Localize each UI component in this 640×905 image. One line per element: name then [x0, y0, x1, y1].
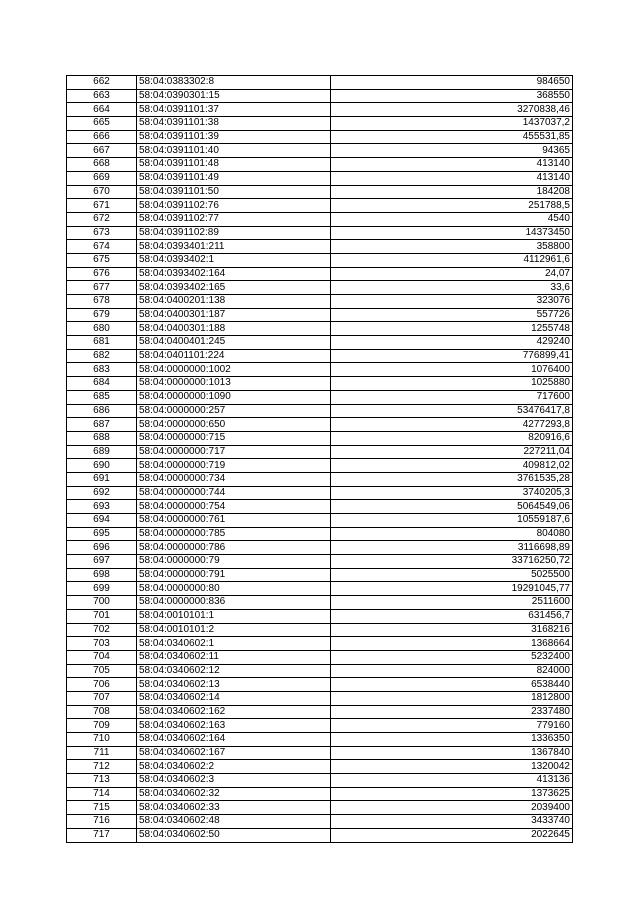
row-number-cell: 669 [67, 171, 137, 185]
cadastral-number-cell: 58:04:0393401:211 [137, 240, 331, 254]
cadastral-number-cell: 58:04:0393402:1 [137, 253, 331, 267]
value-cell: 4277293,8 [331, 418, 573, 432]
row-number-cell: 675 [67, 253, 137, 267]
cadastral-number-cell: 58:04:0010101:1 [137, 609, 331, 623]
table-row [67, 568, 573, 582]
table-row [67, 650, 573, 664]
table-body [67, 76, 573, 843]
cadastral-number-cell: 58:04:0390301:15 [137, 89, 331, 103]
row-number-cell: 716 [67, 815, 137, 829]
row-number-cell: 717 [67, 828, 137, 842]
row-number-cell: 668 [67, 158, 137, 172]
row-number-cell: 700 [67, 596, 137, 610]
value-cell: 94365 [331, 144, 573, 158]
cadastral-number-cell: 58:04:0000000:719 [137, 459, 331, 473]
value-cell: 1336350 [331, 733, 573, 747]
table-row [67, 117, 573, 131]
cadastral-number-cell: 58:04:0400201:138 [137, 295, 331, 309]
row-number-cell: 710 [67, 733, 137, 747]
row-number-cell: 712 [67, 760, 137, 774]
cadastral-number-cell: 58:04:0393402:164 [137, 267, 331, 281]
row-number-cell: 667 [67, 144, 137, 158]
value-cell: 409812,02 [331, 459, 573, 473]
value-cell: 14373450 [331, 226, 573, 240]
cadastral-number-cell: 58:04:0000000:785 [137, 527, 331, 541]
cadastral-number-cell: 58:04:0340602:3 [137, 774, 331, 788]
table-row [67, 678, 573, 692]
cadastral-number-cell: 58:04:0340602:11 [137, 650, 331, 664]
cadastral-number-cell: 58:04:0401101:224 [137, 349, 331, 363]
table-row [67, 760, 573, 774]
value-cell: 4540 [331, 212, 573, 226]
row-number-cell: 698 [67, 568, 137, 582]
value-cell: 455531,85 [331, 130, 573, 144]
row-number-cell: 705 [67, 664, 137, 678]
value-cell: 1255748 [331, 322, 573, 336]
table-row [67, 404, 573, 418]
table-row [67, 555, 573, 569]
table-row [67, 199, 573, 213]
value-cell: 184208 [331, 185, 573, 199]
row-number-cell: 690 [67, 459, 137, 473]
value-cell: 413140 [331, 158, 573, 172]
value-cell: 429240 [331, 336, 573, 350]
row-number-cell: 715 [67, 801, 137, 815]
value-cell: 1368664 [331, 637, 573, 651]
table-row [67, 377, 573, 391]
cadastral-number-cell: 58:04:0340602:14 [137, 691, 331, 705]
cadastral-number-cell: 58:04:0000000:650 [137, 418, 331, 432]
table-row [67, 541, 573, 555]
row-number-cell: 701 [67, 609, 137, 623]
table-row [67, 390, 573, 404]
value-cell: 776899,41 [331, 349, 573, 363]
value-cell: 368550 [331, 89, 573, 103]
row-number-cell: 664 [67, 103, 137, 117]
value-cell: 3270838,46 [331, 103, 573, 117]
table-row [67, 418, 573, 432]
row-number-cell: 684 [67, 377, 137, 391]
row-number-cell: 685 [67, 390, 137, 404]
value-cell: 413140 [331, 171, 573, 185]
cadastral-number-cell: 58:04:0340602:48 [137, 815, 331, 829]
row-number-cell: 674 [67, 240, 137, 254]
value-cell: 3740205,3 [331, 486, 573, 500]
row-number-cell: 666 [67, 130, 137, 144]
cadastral-number-cell: 58:04:0391101:50 [137, 185, 331, 199]
table-row [67, 486, 573, 500]
row-number-cell: 680 [67, 322, 137, 336]
table-row [67, 267, 573, 281]
cadastral-number-cell: 58:04:0000000:715 [137, 431, 331, 445]
value-cell: 10559187,6 [331, 514, 573, 528]
cadastral-number-cell: 58:04:0391101:37 [137, 103, 331, 117]
cadastral-number-cell: 58:04:0391102:77 [137, 212, 331, 226]
cadastral-number-cell: 58:04:0383302:8 [137, 76, 331, 90]
table-row [67, 774, 573, 788]
value-cell: 3168216 [331, 623, 573, 637]
table-row [67, 322, 573, 336]
cadastral-number-cell: 58:04:0391101:39 [137, 130, 331, 144]
value-cell: 251788,5 [331, 199, 573, 213]
value-cell: 984650 [331, 76, 573, 90]
value-cell: 824000 [331, 664, 573, 678]
row-number-cell: 704 [67, 650, 137, 664]
value-cell: 33716250,72 [331, 555, 573, 569]
value-cell: 53476417,8 [331, 404, 573, 418]
value-cell: 3116698,89 [331, 541, 573, 555]
cadastral-number-cell: 58:04:0000000:744 [137, 486, 331, 500]
table-row [67, 363, 573, 377]
cadastral-number-cell: 58:04:0000000:791 [137, 568, 331, 582]
row-number-cell: 686 [67, 404, 137, 418]
row-number-cell: 702 [67, 623, 137, 637]
table-row [67, 733, 573, 747]
cadastral-number-cell: 58:04:0391102:76 [137, 199, 331, 213]
cadastral-number-cell: 58:04:0391101:49 [137, 171, 331, 185]
cadastral-number-cell: 58:04:0400301:188 [137, 322, 331, 336]
cadastral-number-cell: 58:04:0000000:257 [137, 404, 331, 418]
table-row [67, 691, 573, 705]
row-number-cell: 687 [67, 418, 137, 432]
table-row [67, 226, 573, 240]
cadastral-number-cell: 58:04:0000000:786 [137, 541, 331, 555]
cadastral-number-cell: 58:04:0000000:754 [137, 500, 331, 514]
row-number-cell: 706 [67, 678, 137, 692]
value-cell: 1373625 [331, 787, 573, 801]
row-number-cell: 695 [67, 527, 137, 541]
row-number-cell: 707 [67, 691, 137, 705]
table-row [67, 158, 573, 172]
table-row [67, 746, 573, 760]
row-number-cell: 693 [67, 500, 137, 514]
table-row [67, 103, 573, 117]
table-row [67, 623, 573, 637]
row-number-cell: 709 [67, 719, 137, 733]
table-row [67, 431, 573, 445]
cadastral-number-cell: 58:04:0391101:38 [137, 117, 331, 131]
cadastral-number-cell: 58:04:0400401:245 [137, 336, 331, 350]
table-row [67, 472, 573, 486]
cadastral-number-cell: 58:04:0393402:165 [137, 281, 331, 295]
value-cell: 779160 [331, 719, 573, 733]
value-cell: 1320042 [331, 760, 573, 774]
cadastral-number-cell: 58:04:0000000:80 [137, 582, 331, 596]
row-number-cell: 673 [67, 226, 137, 240]
cadastral-number-cell: 58:04:0340602:167 [137, 746, 331, 760]
row-number-cell: 714 [67, 787, 137, 801]
row-number-cell: 682 [67, 349, 137, 363]
value-cell: 2337480 [331, 705, 573, 719]
table-row [67, 719, 573, 733]
table-row [67, 336, 573, 350]
table-row [67, 253, 573, 267]
table-row [67, 500, 573, 514]
row-number-cell: 670 [67, 185, 137, 199]
cadastral-number-cell: 58:04:0340602:1 [137, 637, 331, 651]
cadastral-number-cell: 58:04:0340602:50 [137, 828, 331, 842]
value-cell: 413136 [331, 774, 573, 788]
table-row [67, 637, 573, 651]
row-number-cell: 663 [67, 89, 137, 103]
table-row [67, 582, 573, 596]
value-cell: 2022645 [331, 828, 573, 842]
row-number-cell: 679 [67, 308, 137, 322]
value-cell: 557726 [331, 308, 573, 322]
value-cell: 1437037,2 [331, 117, 573, 131]
value-cell: 804080 [331, 527, 573, 541]
cadastral-number-cell: 58:04:0340602:162 [137, 705, 331, 719]
table-row [67, 240, 573, 254]
value-cell: 19291045,77 [331, 582, 573, 596]
row-number-cell: 703 [67, 637, 137, 651]
table-row [67, 459, 573, 473]
cadastral-number-cell: 58:04:0000000:79 [137, 555, 331, 569]
table-row [67, 76, 573, 90]
table-row [67, 349, 573, 363]
table-row [67, 212, 573, 226]
cadastral-number-cell: 58:04:0340602:164 [137, 733, 331, 747]
row-number-cell: 671 [67, 199, 137, 213]
value-cell: 1076400 [331, 363, 573, 377]
cadastral-number-cell: 58:04:0000000:1013 [137, 377, 331, 391]
row-number-cell: 688 [67, 431, 137, 445]
value-cell: 631456,7 [331, 609, 573, 623]
value-cell: 1812800 [331, 691, 573, 705]
row-number-cell: 699 [67, 582, 137, 596]
row-number-cell: 708 [67, 705, 137, 719]
table-row [67, 445, 573, 459]
cadastral-number-cell: 58:04:0000000:1090 [137, 390, 331, 404]
cadastral-number-cell: 58:04:0000000:836 [137, 596, 331, 610]
cadastral-number-cell: 58:04:0340602:12 [137, 664, 331, 678]
row-number-cell: 691 [67, 472, 137, 486]
cadastral-number-cell: 58:04:0000000:717 [137, 445, 331, 459]
row-number-cell: 697 [67, 555, 137, 569]
value-cell: 1025880 [331, 377, 573, 391]
value-cell: 3433740 [331, 815, 573, 829]
value-cell: 227211,04 [331, 445, 573, 459]
value-cell: 717600 [331, 390, 573, 404]
value-cell: 5232400 [331, 650, 573, 664]
value-cell: 33,6 [331, 281, 573, 295]
row-number-cell: 683 [67, 363, 137, 377]
table-row [67, 308, 573, 322]
row-number-cell: 672 [67, 212, 137, 226]
row-number-cell: 676 [67, 267, 137, 281]
cadastral-number-cell: 58:04:0340602:33 [137, 801, 331, 815]
value-cell: 6538440 [331, 678, 573, 692]
table-row [67, 664, 573, 678]
row-number-cell: 678 [67, 295, 137, 309]
row-number-cell: 662 [67, 76, 137, 90]
cadastral-number-cell: 58:04:0340602:163 [137, 719, 331, 733]
value-cell: 323076 [331, 295, 573, 309]
cadastral-number-cell: 58:04:0340602:32 [137, 787, 331, 801]
table-row [67, 514, 573, 528]
table-row [67, 801, 573, 815]
table-row [67, 89, 573, 103]
cadastral-number-cell: 58:04:0391101:48 [137, 158, 331, 172]
cadastral-number-cell: 58:04:0000000:1002 [137, 363, 331, 377]
row-number-cell: 677 [67, 281, 137, 295]
row-number-cell: 711 [67, 746, 137, 760]
table-row [67, 144, 573, 158]
table-row [67, 171, 573, 185]
table-row [67, 281, 573, 295]
cadastral-number-cell: 58:04:0391102:89 [137, 226, 331, 240]
table-row [67, 828, 573, 842]
cadastral-number-cell: 58:04:0010101:2 [137, 623, 331, 637]
row-number-cell: 692 [67, 486, 137, 500]
value-cell: 5064549,06 [331, 500, 573, 514]
row-number-cell: 689 [67, 445, 137, 459]
cadastral-number-cell: 58:04:0340602:13 [137, 678, 331, 692]
row-number-cell: 713 [67, 774, 137, 788]
cadastral-value-table [66, 75, 573, 843]
cadastral-number-cell: 58:04:0000000:761 [137, 514, 331, 528]
value-cell: 820916,6 [331, 431, 573, 445]
cadastral-number-cell: 58:04:0400301:187 [137, 308, 331, 322]
value-cell: 24,07 [331, 267, 573, 281]
table-row [67, 705, 573, 719]
row-number-cell: 681 [67, 336, 137, 350]
table-row [67, 185, 573, 199]
cadastral-number-cell: 58:04:0391101:40 [137, 144, 331, 158]
value-cell: 5025500 [331, 568, 573, 582]
table-row [67, 527, 573, 541]
row-number-cell: 696 [67, 541, 137, 555]
table-row [67, 130, 573, 144]
cadastral-number-cell: 58:04:0000000:734 [137, 472, 331, 486]
value-cell: 358800 [331, 240, 573, 254]
value-cell: 1367840 [331, 746, 573, 760]
table-row [67, 787, 573, 801]
cadastral-number-cell: 58:04:0340602:2 [137, 760, 331, 774]
table-row [67, 609, 573, 623]
value-cell: 2511600 [331, 596, 573, 610]
value-cell: 2039400 [331, 801, 573, 815]
table-row [67, 295, 573, 309]
table-row [67, 815, 573, 829]
value-cell: 3761535,28 [331, 472, 573, 486]
value-cell: 4112961,6 [331, 253, 573, 267]
table-row [67, 596, 573, 610]
row-number-cell: 694 [67, 514, 137, 528]
row-number-cell: 665 [67, 117, 137, 131]
